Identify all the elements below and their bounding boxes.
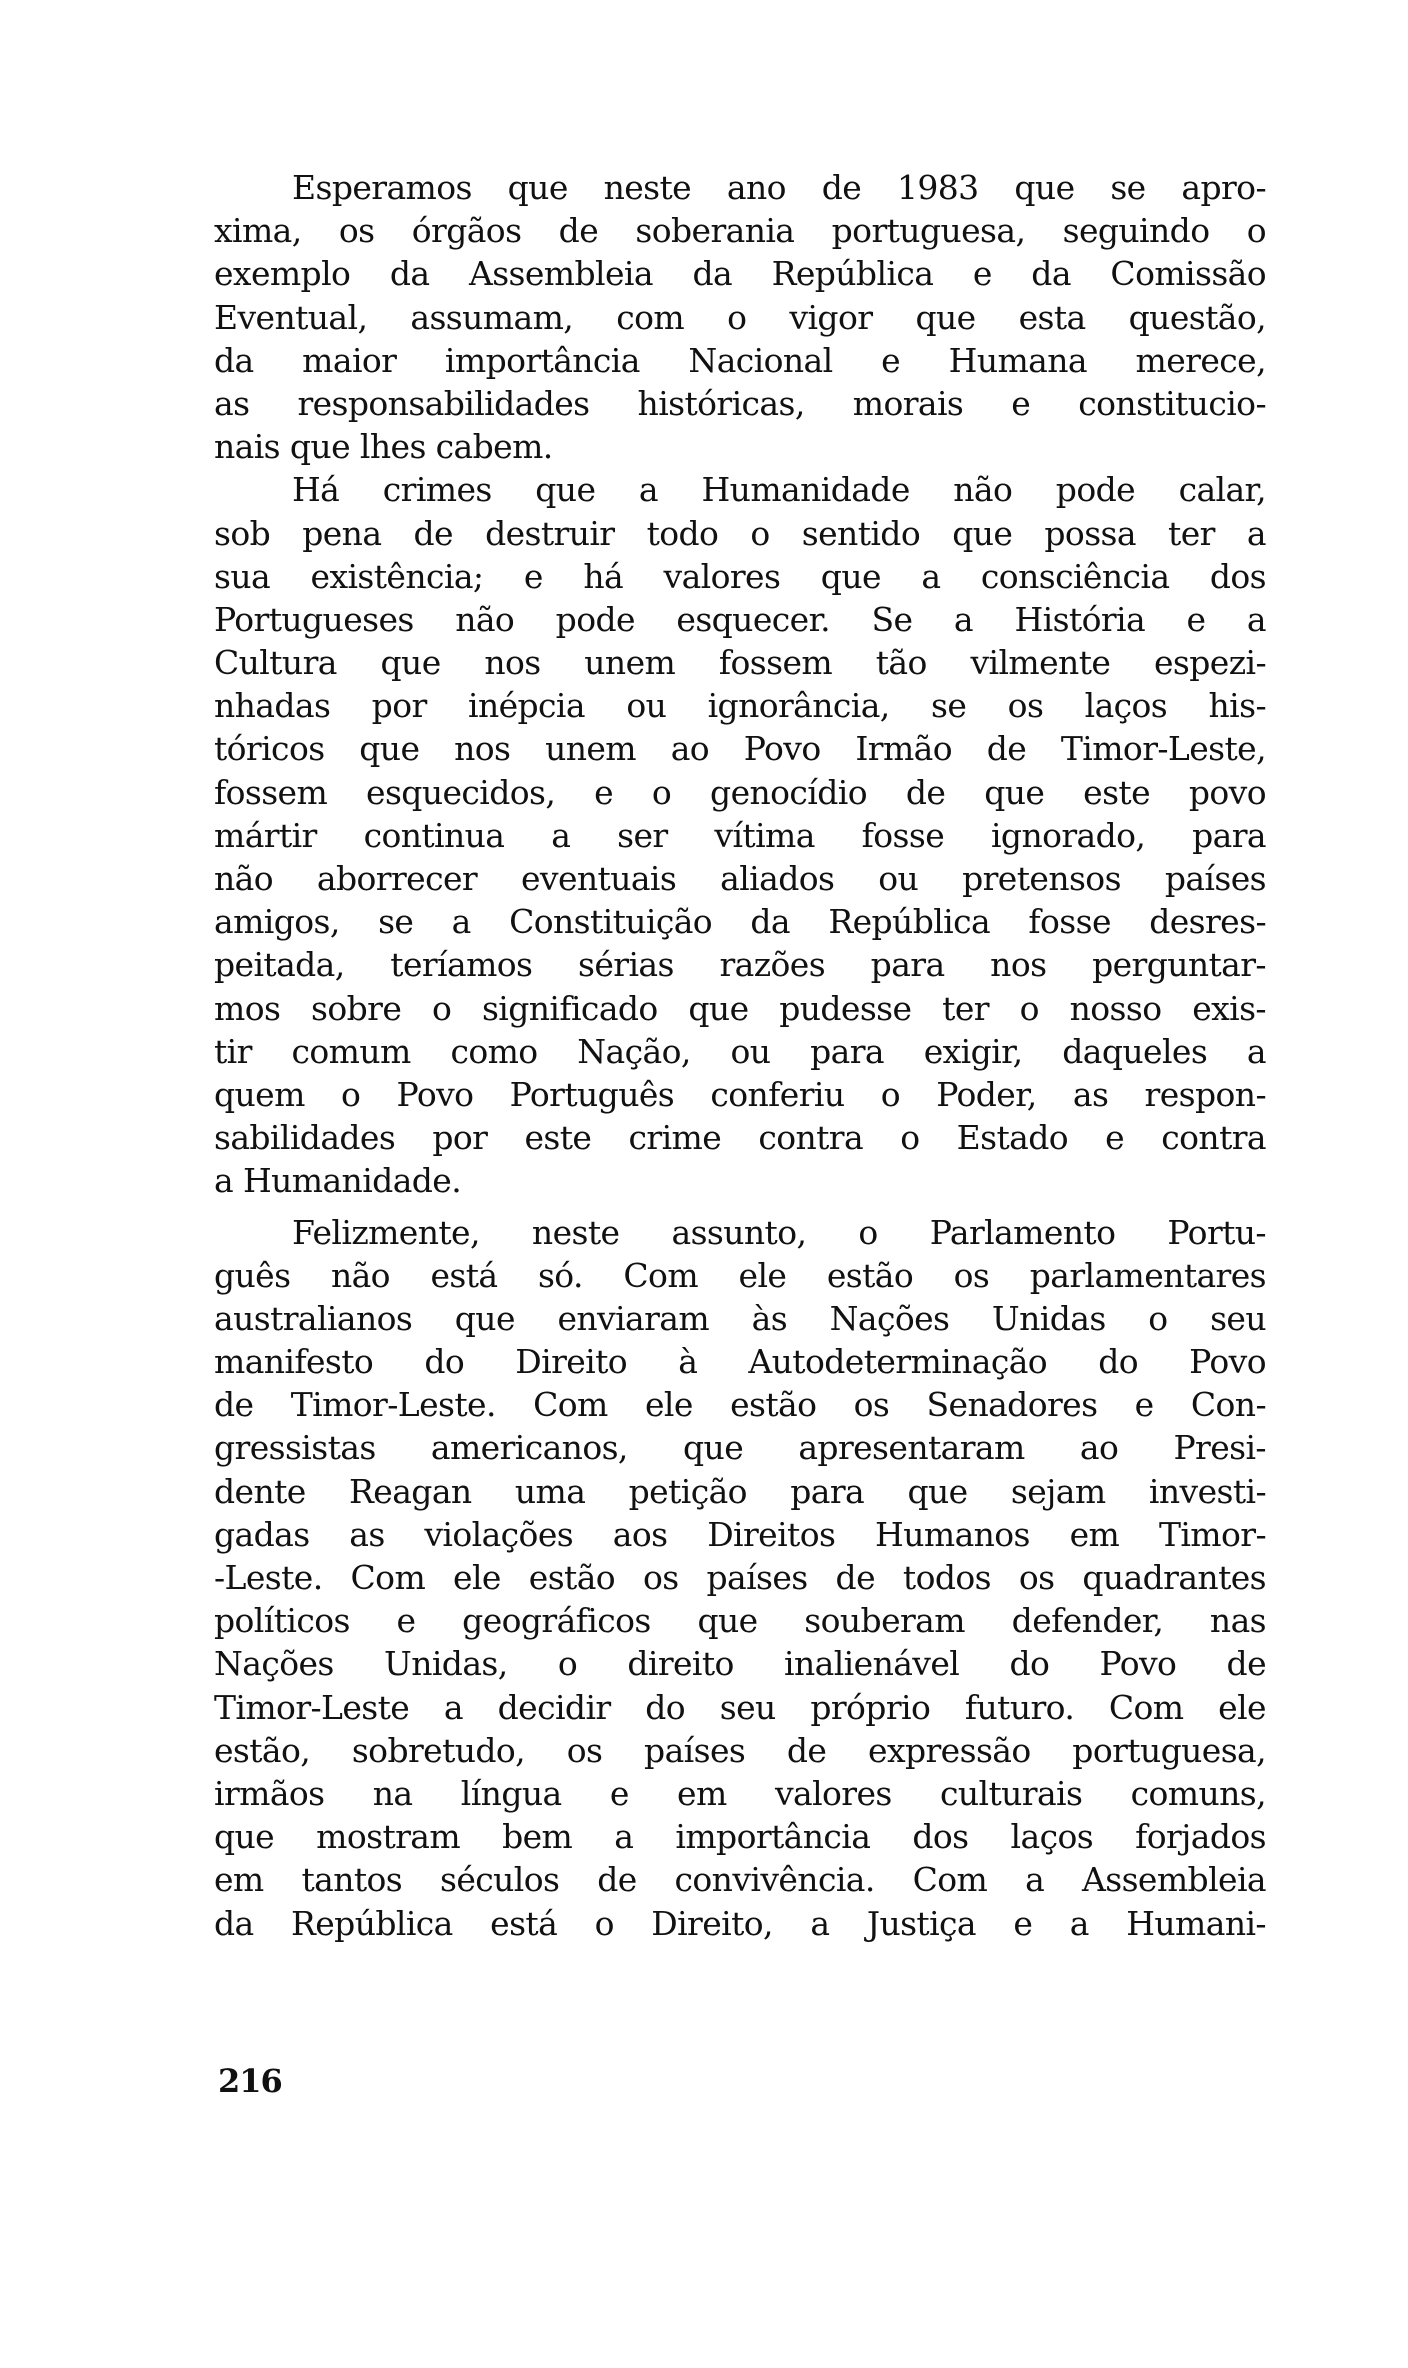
text-line: irmãos na língua e em valores culturais comuns,: [214, 1773, 1266, 1813]
text-line: mos sobre o significado que pudesse ter o nosso exis-: [214, 988, 1266, 1028]
text-line: tóricos que nos unem ao Povo Irmão de Timor-Leste,: [214, 729, 1266, 769]
text-line: gressistas americanos, que apresentaram ao Presi-: [214, 1428, 1266, 1468]
text-line: nais que lhes cabem.: [214, 427, 553, 467]
text-line: Timor-Leste a decidir do seu próprio futuro. Com ele: [214, 1687, 1266, 1727]
text-line: nhadas por inépcia ou ignorância, se os laços his-: [214, 686, 1266, 726]
text-line: exemplo da Assembleia da República e da Comissão: [214, 254, 1266, 294]
text-line: em tantos séculos de convivência. Com a Assembleia: [214, 1860, 1266, 1900]
text-line: Cultura que nos unem fossem tão vilmente espezi-: [214, 643, 1266, 683]
text-line: quem o Povo Português conferiu o Poder, as respon-: [214, 1074, 1266, 1114]
text-line: da maior importância Nacional e Humana merece,: [214, 340, 1266, 380]
text-line: as responsabilidades históricas, morais e constitucio-: [214, 383, 1266, 423]
text-line: de Timor-Leste. Com ele estão os Senadores e Con-: [214, 1385, 1266, 1425]
text-line: a Humanidade.: [214, 1161, 462, 1201]
text-line: sua existência; e há valores que a consciência dos: [214, 556, 1266, 596]
text-line: xima, os órgãos de soberania portuguesa, seguindo o: [214, 211, 1266, 251]
text-line: sob pena de destruir todo o sentido que possa ter a: [214, 513, 1266, 553]
text-line: peitada, teríamos sérias razões para nos perguntar-: [214, 945, 1266, 985]
text-line: Esperamos que neste ano de 1983 que se apro-: [292, 168, 1266, 207]
text-line: Há crimes que a Humanidade não pode calar,: [292, 470, 1266, 510]
text-line: fossem esquecidos, e o genocídio de que este povo: [214, 772, 1266, 812]
text-line: Felizmente, neste assunto, o Parlamento Portu-: [292, 1212, 1266, 1252]
paragraph-2: [214, 468, 1266, 1202]
text-line: dente Reagan uma petição para que sejam investi-: [214, 1471, 1266, 1511]
text-line: Eventual, assumam, com o vigor que esta questão,: [214, 297, 1266, 337]
text-line: tir comum como Nação, ou para exigir, daqueles a: [214, 1031, 1266, 1071]
text-line: estão, sobretudo, os países de expressão portuguesa,: [214, 1730, 1266, 1770]
text-line: manifesto do Direito à Autodeterminação do Povo: [214, 1342, 1266, 1382]
paragraph-1: [214, 166, 1266, 468]
text-line: guês não está só. Com ele estão os parlamentares: [214, 1255, 1266, 1295]
page-number: 216: [218, 2062, 282, 2100]
text-line: não aborrecer eventuais aliados ou pretensos países: [214, 859, 1266, 898]
text-line: mártir continua a ser vítima fosse ignorado, para: [214, 815, 1266, 855]
text-line: da República está o Direito, a Justiça e a Humani-: [214, 1903, 1266, 1943]
text-line: gadas as violações aos Direitos Humanos em Timor-: [214, 1514, 1266, 1554]
text-line: -Leste. Com ele estão os países de todos os quadrantes: [214, 1558, 1266, 1597]
text-line: políticos e geográficos que souberam defender, nas: [214, 1601, 1266, 1641]
text-line: amigos, se a Constituição da República fosse desres-: [214, 902, 1266, 942]
text-line: Portugueses não pode esquecer. Se a História e a: [214, 599, 1266, 639]
text-line: sabilidades por este crime contra o Estado e contra: [214, 1118, 1266, 1158]
paragraph-gap: [214, 1203, 1266, 1211]
text-line: Nações Unidas, o direito inalienável do Povo de: [214, 1644, 1266, 1684]
text-line: que mostram bem a importância dos laços forjados: [214, 1817, 1266, 1857]
text-line: australianos que enviaram às Nações Unidas o seu: [214, 1298, 1266, 1338]
paragraph-3: [214, 1211, 1266, 1945]
body-text: [214, 166, 1266, 1945]
